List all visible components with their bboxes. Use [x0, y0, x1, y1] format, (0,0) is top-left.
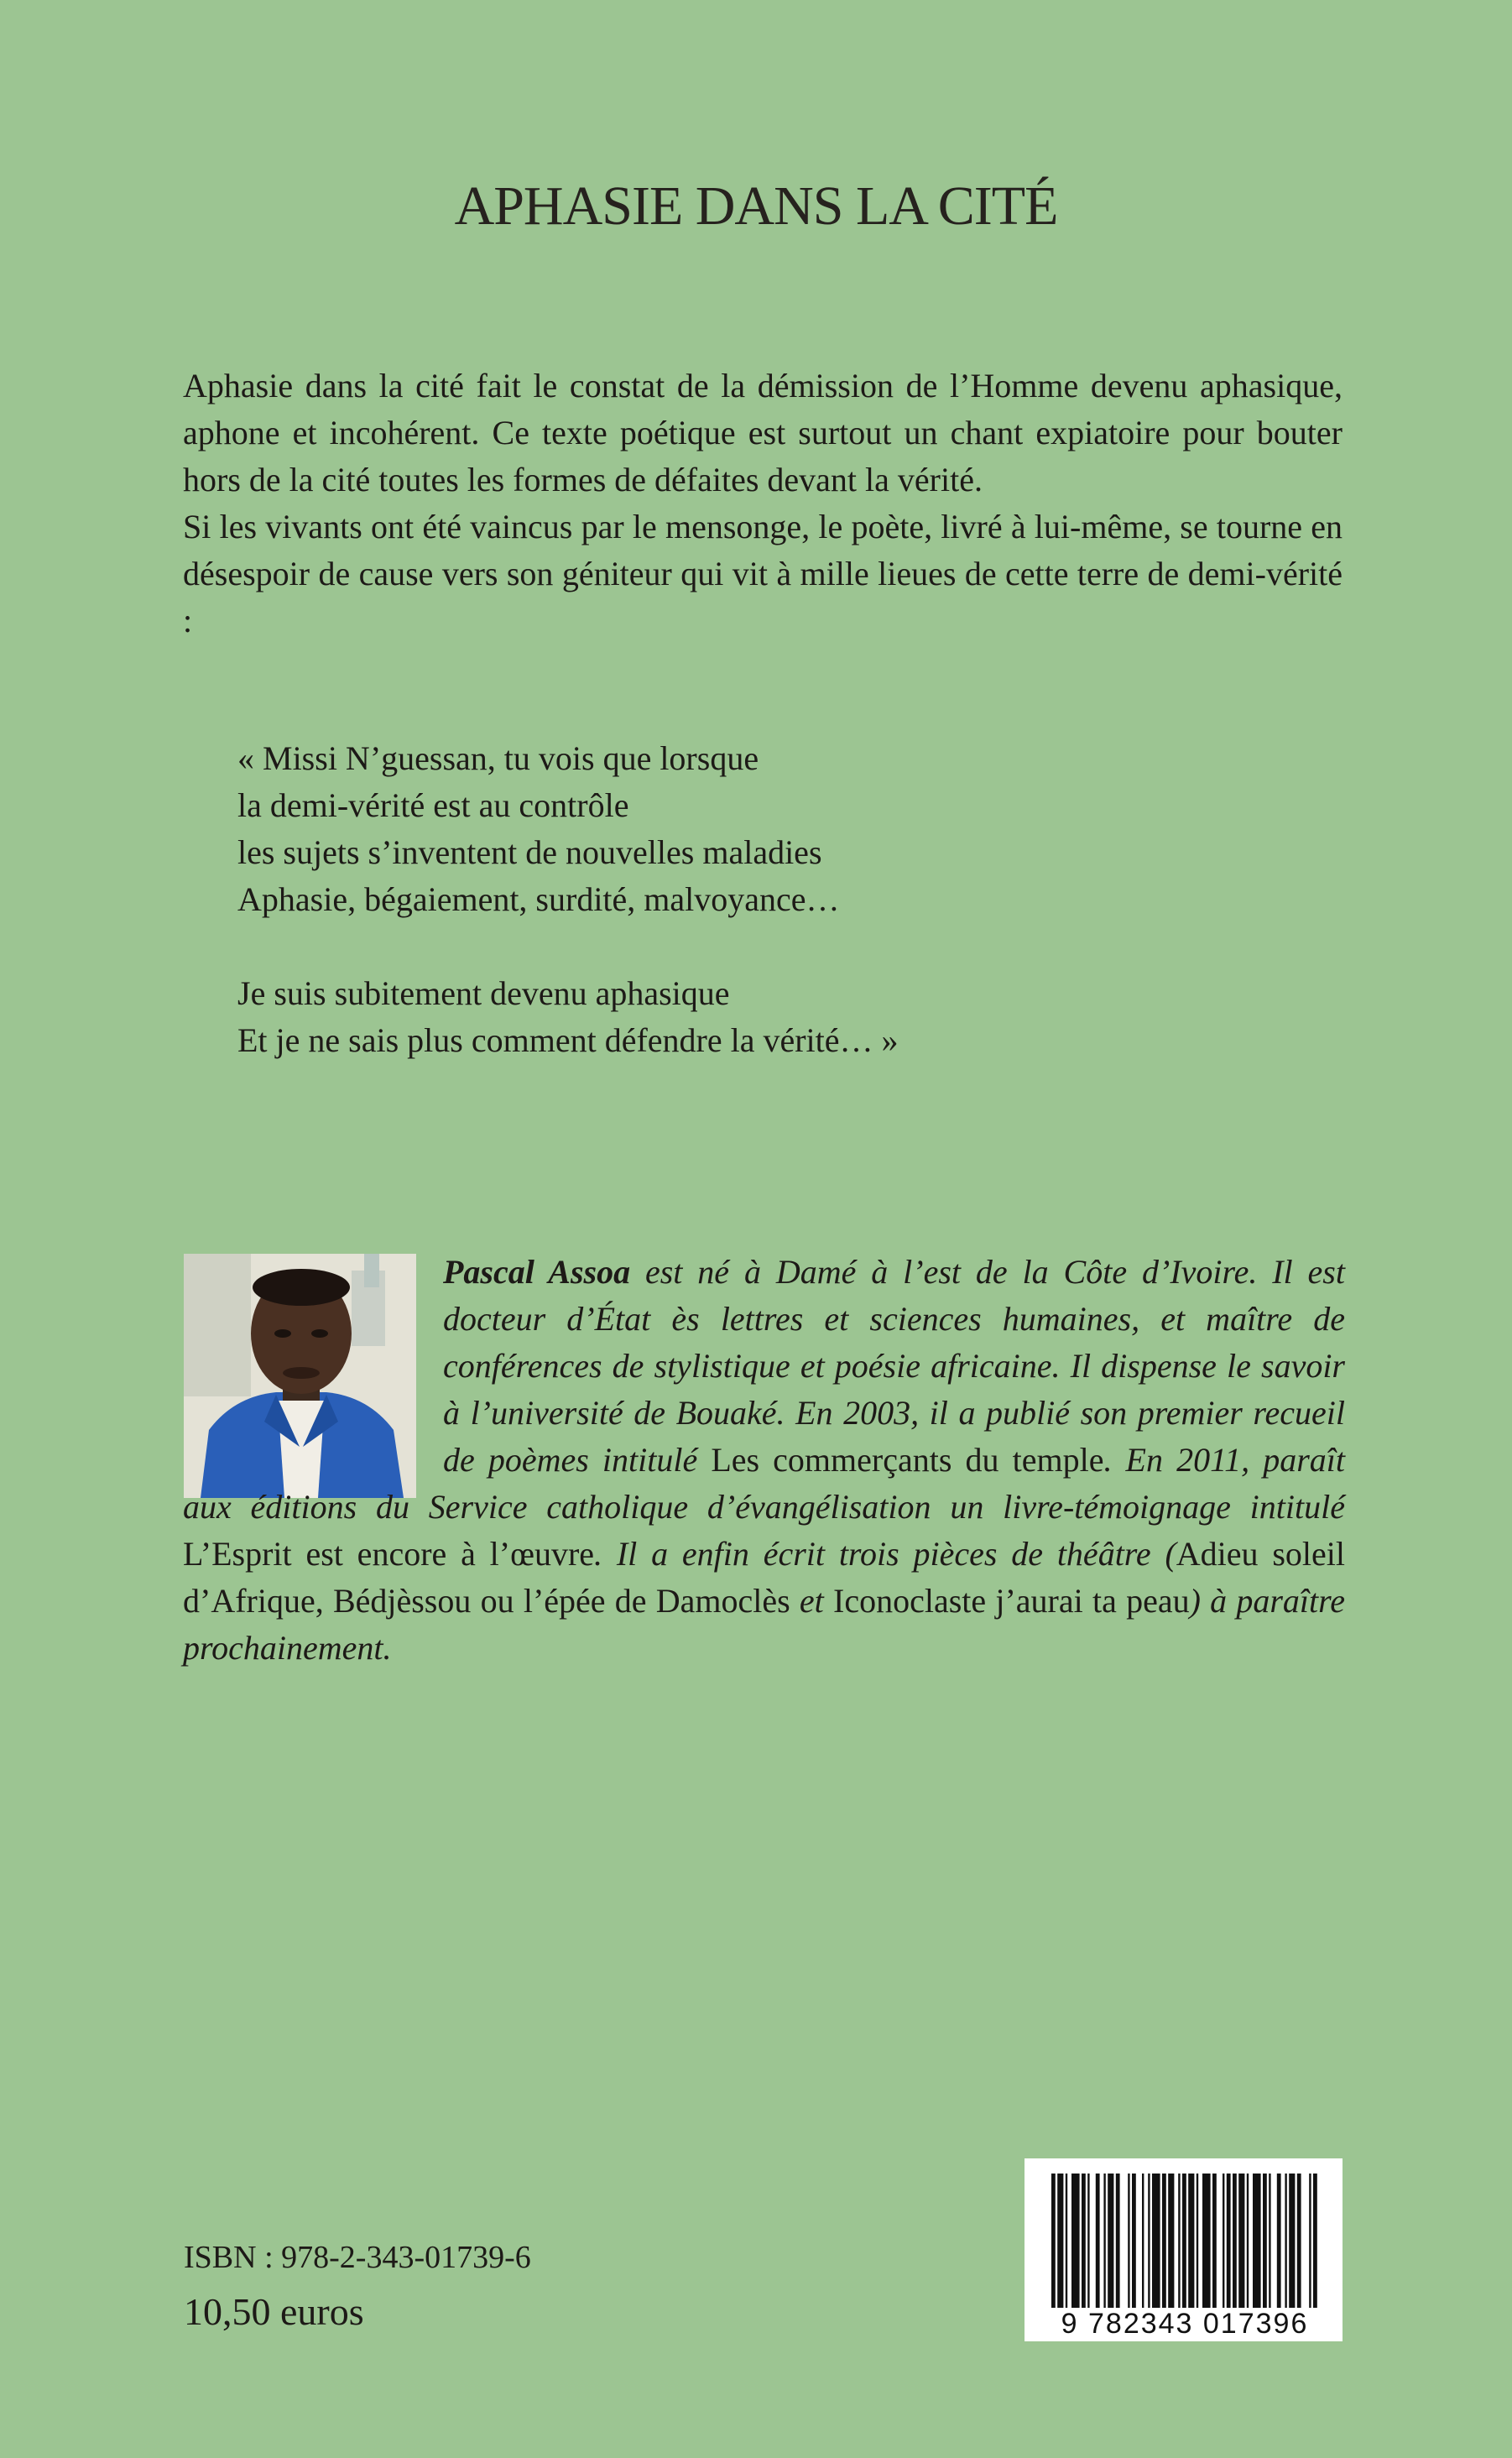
barcode-bar — [1071, 2174, 1080, 2308]
barcode-bar — [1188, 2174, 1194, 2308]
barcode-bar — [1247, 2174, 1249, 2308]
barcode-bar — [1253, 2174, 1261, 2308]
barcode-bar — [1269, 2174, 1270, 2308]
bio-text: est né à Damé à l’est de la Côte d’Ivoire. Il est docteur d’État ès lettres et sciences humaines, et maître de conférences de stylistique et poésie africaine. Il dispense le savoir à l’université de Bouaké. En 2003, il a publié son premier recueil de poèmes intitulé — [443, 1253, 1345, 1479]
barcode-bar — [1066, 2174, 1067, 2308]
barcode-bar — [1103, 2174, 1105, 2308]
bio-text: . Il a enfin écrit trois pièces de théâtre ( — [594, 1535, 1176, 1573]
barcode-bar — [1051, 2174, 1056, 2308]
price: 10,50 euros — [184, 2290, 364, 2333]
barcode-bar — [1309, 2174, 1311, 2308]
bio-text: . En 2011, paraît aux éditions du Service catholique d’évangélisation un livre-témoignage intitulé — [183, 1441, 1345, 1526]
barcode-bar — [1227, 2174, 1231, 2308]
author-bio — [183, 1249, 1345, 1672]
barcode-bar — [1263, 2174, 1267, 2308]
poem-line: Je suis subitement devenu aphasique — [237, 974, 730, 1012]
barcode-bar — [1142, 2174, 1144, 2308]
poem-line: Et je ne sais plus comment défendre la vérité… » — [237, 1021, 899, 1059]
barcode-bar — [1233, 2174, 1237, 2308]
blurb-paragraph: Si les vivants ont été vaincus par le mensonge, le poète, livré à lui-même, se tourne en désespoir de cause vers son géniteur qui vit à mille lieues de cette terre de demi-vérité : — [183, 508, 1343, 639]
barcode-bar — [1313, 2174, 1317, 2308]
barcode-bar — [1148, 2174, 1150, 2308]
author-name: Pascal Assoa — [443, 1253, 631, 1291]
poem-excerpt — [237, 735, 1328, 1111]
barcode-bar — [1116, 2174, 1120, 2308]
barcode-bar — [1057, 2174, 1063, 2308]
poem-line: la demi-vérité est au contrôle — [237, 786, 629, 824]
book-title-ref: Les commerçants du temple — [711, 1441, 1104, 1479]
barcode-bar — [1197, 2174, 1198, 2308]
bio-text: ) à paraître prochainement. — [183, 1582, 1345, 1667]
barcode-bar — [1289, 2174, 1295, 2308]
poem-line: « Missi N’guessan, tu vois que lorsque — [237, 739, 759, 777]
barcode-bar — [1212, 2174, 1217, 2308]
poem-stanza — [237, 970, 1328, 1064]
book-title: APHASIE DANS LA CITÉ — [454, 175, 1058, 237]
barcode-bars — [1051, 2174, 1318, 2308]
book-title-ref: L’Esprit est encore à l’œuvre — [183, 1535, 595, 1573]
barcode-bar — [1152, 2174, 1160, 2308]
poem-stanza — [237, 735, 1328, 923]
play-title-ref: Iconoclaste j’aurai ta peau — [833, 1582, 1190, 1620]
barcode-bar — [1238, 2174, 1244, 2308]
blurb-paragraph: Aphasie dans la cité fait le constat de la démission de l’Homme devenu aphasique, aphone et incohérent. Ce texte poétique est surtout un chant expiatoire pour bouter hors de la cité toutes les formes de défaites devant la vérité. — [183, 367, 1343, 498]
barcode — [1025, 2158, 1343, 2341]
barcode-bar — [1178, 2174, 1180, 2308]
barcode-bar — [1297, 2174, 1301, 2308]
barcode-bar — [1096, 2174, 1100, 2308]
play-title-ref: Adieu soleil d’Afrique, Bédjèssou ou l’épée de Damoclès — [183, 1535, 1346, 1620]
barcode-bar — [1128, 2174, 1129, 2308]
barcode-bar — [1168, 2174, 1174, 2308]
barcode-bar — [1108, 2174, 1113, 2308]
barcode-bar — [1277, 2174, 1281, 2308]
barcode-bar — [1202, 2174, 1211, 2308]
barcode-bar — [1182, 2174, 1186, 2308]
barcode-bar — [1082, 2174, 1086, 2308]
barcode-digits: 9 782343 017396 — [1061, 2308, 1309, 2340]
isbn: ISBN : 978-2-343-01739-6 — [184, 2240, 531, 2275]
poem-line: les sujets s’inventent de nouvelles maladies — [237, 833, 822, 871]
barcode-bar — [1087, 2174, 1089, 2308]
barcode-bar — [1162, 2174, 1166, 2308]
book-blurb — [183, 363, 1343, 645]
barcode-bar — [1285, 2174, 1286, 2308]
barcode-bar — [1223, 2174, 1224, 2308]
poem-line: Aphasie, bégaiement, surdité, malvoyance… — [237, 880, 840, 918]
bio-text: et — [790, 1582, 834, 1620]
barcode-bar — [1132, 2174, 1136, 2308]
